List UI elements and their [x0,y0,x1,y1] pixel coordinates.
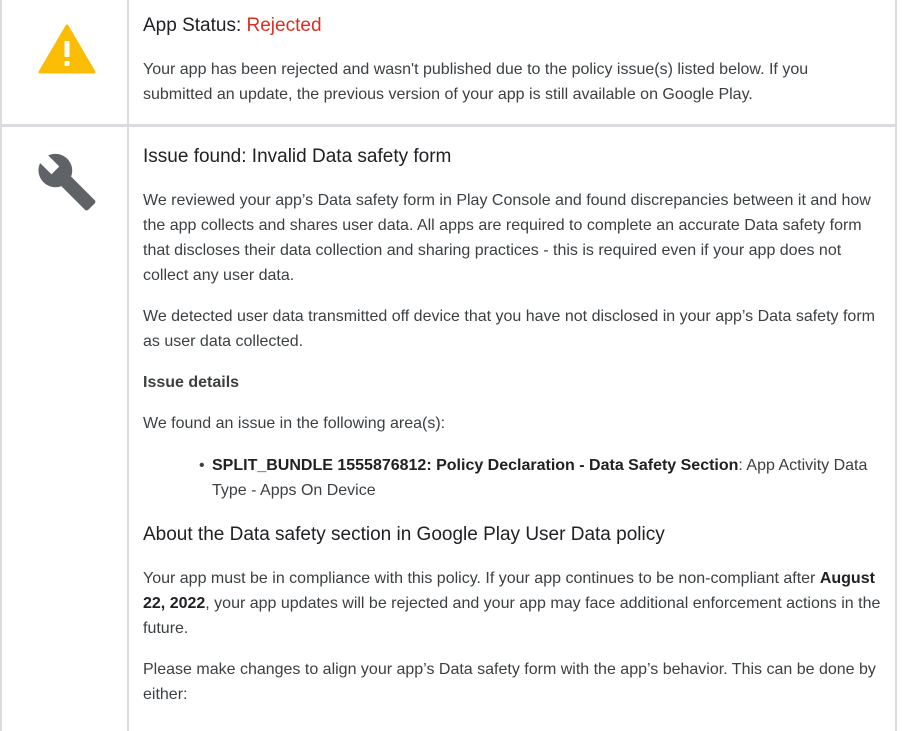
status-icon-cell [2,0,129,124]
changes-paragraph: Please make changes to align your app’s Data safety form with the app’s behavior. This can be done by either: [143,661,876,703]
issue-details-heading: Issue details [143,374,240,391]
issue-details-list [143,453,881,503]
status-value: Rejected [246,15,322,36]
warning-icon [38,24,96,74]
issue-row [2,127,895,731]
list-item [143,453,881,503]
issue-details-intro: We found an issue in the following area(s): [143,415,446,432]
about-text-before: Your app must be in compliance with this policy. If your app continues to be non-compliant after [143,570,820,587]
issue-item-rest: : App Activity Data Type - Apps On Device [212,457,868,499]
about-title: About the Data safety section in Google Play User Data policy [143,524,665,545]
about-text-after: , your app updates will be rejected and your app may face additional enforcement actions in the future. [143,595,881,637]
status-row [2,0,895,127]
status-heading [143,13,322,39]
bullet-icon: • [199,457,205,474]
issue-item-bold: SPLIT_BUNDLE 1555876812: Policy Declaration - Data Safety Section [212,457,739,474]
issue-paragraph-1: We reviewed your app’s Data safety form in Play Console and found discrepancies between it and how the app collects and shares user data. All apps are required to complete an accurate Data safety form that discloses their data collection and sharing practices - this is required even if your app does not collect any user data. [143,192,871,284]
about-paragraph [143,566,881,641]
status-label: App Status: [143,15,247,36]
status-message: Your app has been rejected and wasn't published due to the policy issue(s) listed below. If you submitted an update, the previous version of your app is still available on Google Play. [143,61,809,103]
wrench-icon [36,151,98,213]
issue-paragraph-2: We detected user data transmitted off device that you have not disclosed in your app’s Data safety form as user data collected. [143,308,875,350]
issue-icon-cell [2,127,129,731]
issue-title: Issue found: Invalid Data safety form [143,146,452,167]
deadline-date: August 22, 2022 [143,570,875,612]
